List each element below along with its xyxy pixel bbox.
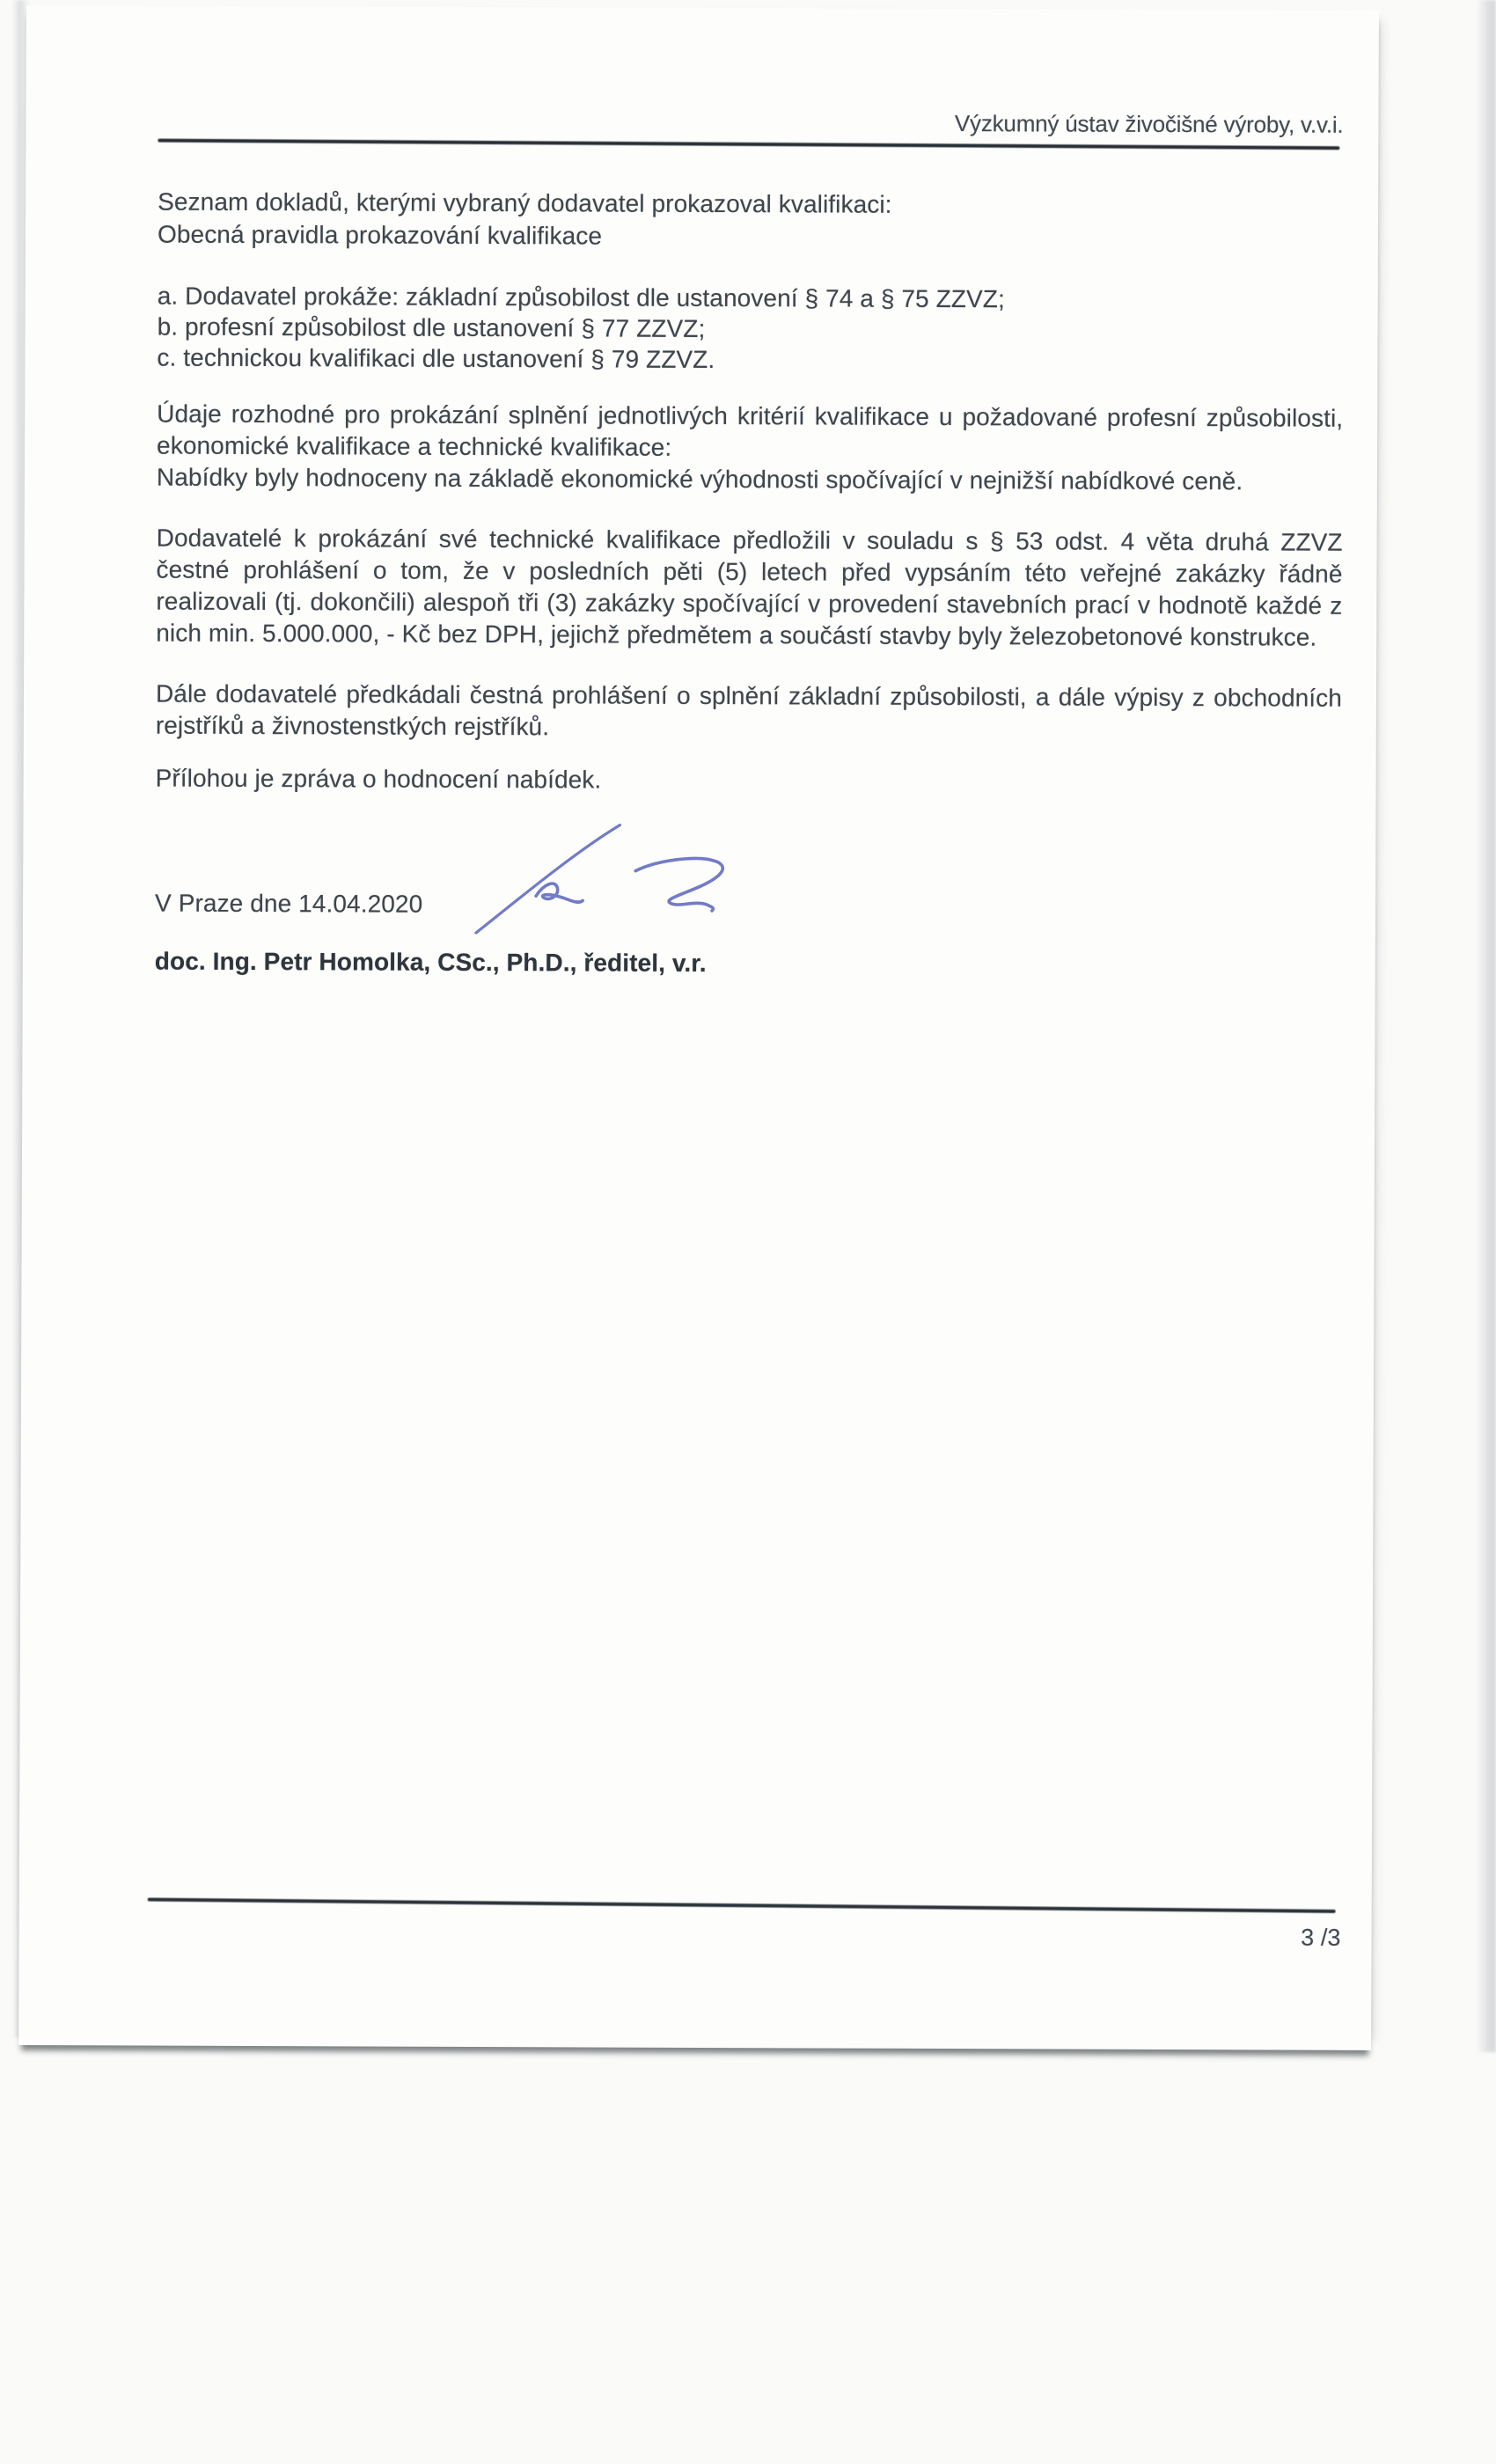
list-item-a: a. Dodavatel prokáže: základní způsobilost dle ustanovení § 74 a § 75 ZZVZ; (157, 282, 1005, 313)
technical-line-1: Dodavatelé k prokázání své technické kvalifikace předložili v souladu s § 53 odst. 4 věta druhá ZZVZ (156, 524, 1343, 556)
criteria-line-2: ekonomické kvalifikace a technické kvalifikace: (157, 431, 672, 461)
page-number: 3 /3 (1301, 1924, 1341, 1951)
signatory-name: doc. Ing. Petr Homolka, CSc., Ph.D., ředitel, v.r. (154, 947, 707, 977)
intro-line-2: Obecná pravidla prokazování kvalifikace (157, 220, 603, 250)
intro-paragraph (158, 186, 1344, 255)
footer-rule (148, 1898, 1336, 1913)
technical-qualification-paragraph (156, 523, 1343, 654)
criteria-line-1: Údaje rozhodné pro prokázání splnění jednotlivých kritérií kvalifikace u požadované profesní způsobilosti, (157, 400, 1344, 432)
header-rule (158, 139, 1339, 150)
declarations-line-1: Dále dodavatelé předkádali čestná prohlášení o splnění základní způsobilosti, a dále výpisy z obchodních (155, 679, 1343, 712)
signature-scribble (467, 812, 750, 950)
intro-line-1: Seznam dokladů, kterými vybraný dodavatel prokazoval kvalifikaci: (158, 187, 892, 218)
criteria-line-3: Nabídky byly hodnoceny na základě ekonomické výhodnosti spočívající v nejnižší nabídkové ceně. (156, 463, 1243, 495)
place-and-date: V Praze dne 14.04.2020 (155, 889, 423, 918)
criteria-paragraph (157, 399, 1343, 498)
organization-name: Výzkumný ústav živočišné výroby, v.v.i. (954, 110, 1344, 138)
qualification-list (157, 281, 1343, 378)
declarations-paragraph (156, 678, 1342, 746)
attachment-note: Přílohou je zpráva o hodnocení nabídek. (155, 764, 602, 794)
scanner-edge-right (1477, 0, 1496, 2052)
list-item-b: b. profesní způsobilost dle ustanovení § 77 ZZVZ; (157, 312, 706, 342)
technical-line-2: čestné prohlášení o tom, že v posledních pěti (5) letech před vypsáním této veřejné zakázky řádně (156, 555, 1343, 588)
technical-line-3: realizovali (tj. dokončili) alespoň tři (3) zakázky spočívající v provedení stavebních prací v hodnotě každé z (156, 587, 1343, 620)
scanned-page (18, 5, 1379, 2050)
declarations-line-2: rejstříků a živnostenstkých rejstříků. (155, 711, 550, 741)
list-item-c: c. technickou kvalifikaci dle ustanovení § 79 ZZVZ. (157, 343, 715, 374)
technical-line-4: nich min. 5.000.000, - Kč bez DPH, jejichž předmětem a součástí stavby byly železobetonové konstrukce. (156, 619, 1317, 651)
